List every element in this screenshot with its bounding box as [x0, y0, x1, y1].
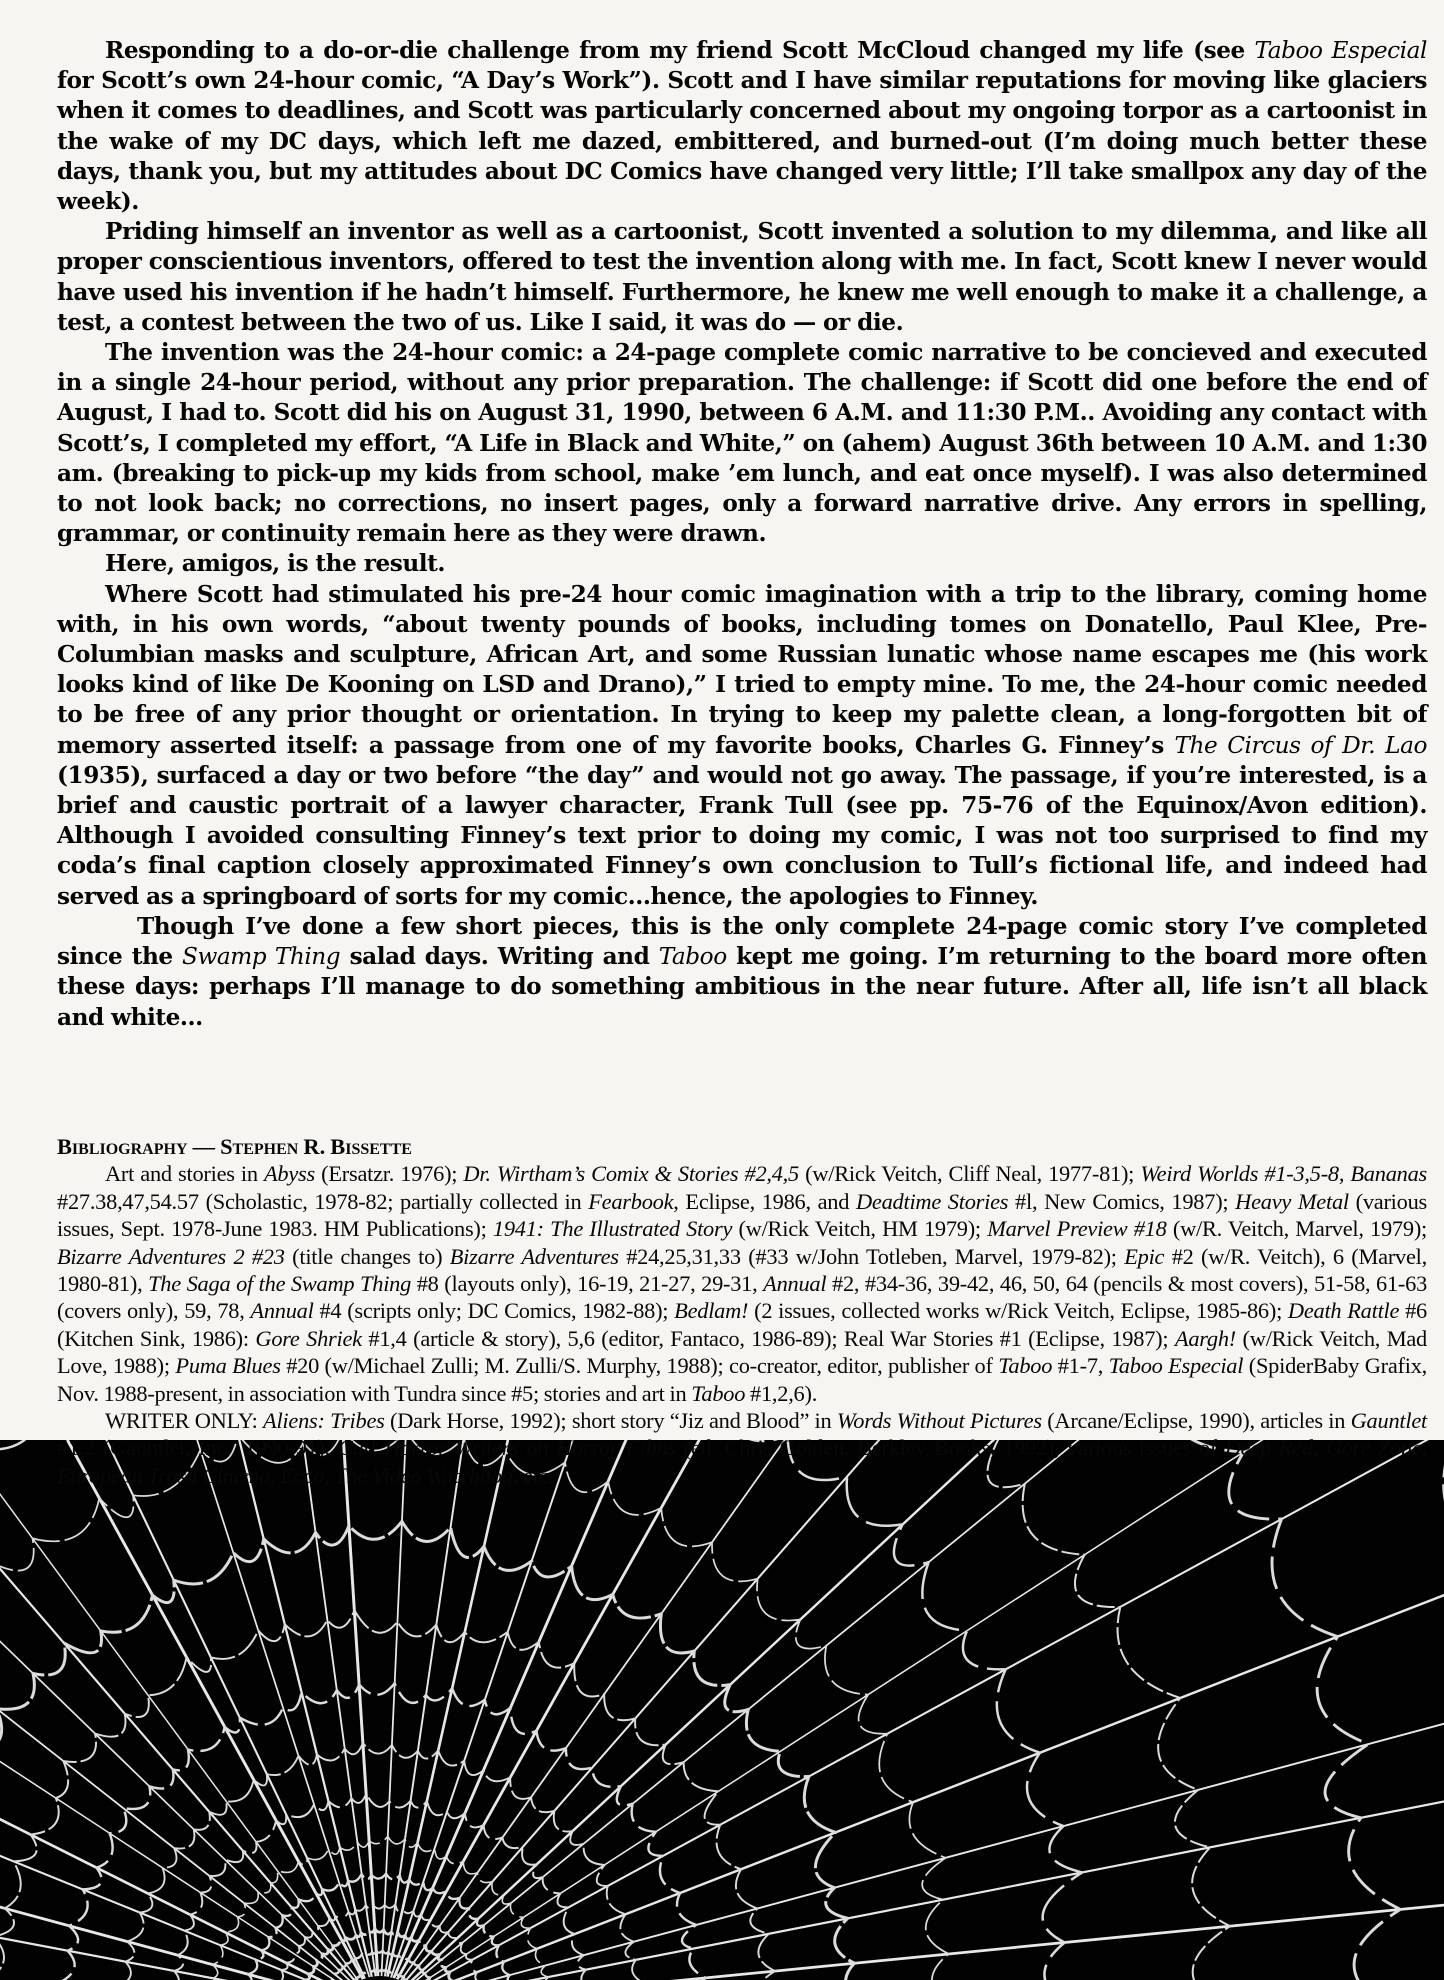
spiderweb-drawing	[0, 1440, 1444, 1980]
web-spoke	[0, 1440, 380, 1980]
web-ring	[0, 1440, 1082, 1980]
essay-paragraph: Though I’ve done a few short pieces, this is the only complete 24-page comic story I’ve completed since the Swamp Thing salad days. Writing and Taboo kept me going. I’m returning to the board more often these days: perhaps I’ll manage to do something ambitious in the near future. After all, life isn’t all black and white...	[57, 912, 1427, 1031]
bibliography-text: (Ersatzr. 1976);	[314, 1161, 464, 1187]
bibliography-title: Bizarre Adventures	[449, 1243, 619, 1269]
bibliography-text: , Eclipse, 1986, and	[673, 1188, 856, 1214]
bibliography-title: Aargh!	[1174, 1325, 1236, 1351]
web-spoke	[0, 1440, 380, 1980]
bibliography-title: Weird Worlds #1-3,5-8, Bananas	[1140, 1161, 1427, 1187]
essay-paragraph: The invention was the 24-hour comic: a 24-page complete comic narrative to be concieved and executed in a single 24-hour period, without any prior preparation. The challenge: if Scott did one before the end of August, I had to. Scott did his on August 31, 1990, between 6 A.M. and 11:30 P.M.. Avoiding any contact with Scott’s, I completed my effort, “A Life in Black and White,” on (ahem) August 36th between 10 A.M. and 1:30 am. (breaking to pick-up my kids from school, make ’em lunch, and eat once myself). I was also determined to not look back; no corrections, no insert pages, only a forward narrative drive. Any errors in spelling, grammar, or continuity remain here as they were drawn.	[57, 339, 1427, 548]
bibliography-title: Puma Blues	[175, 1353, 281, 1379]
web-spoke	[380, 1440, 924, 1980]
bibliography-text: (Dark Horse, 1992); short story “Jiz and Blood” in	[384, 1408, 837, 1434]
title-ref: Swamp Thing	[182, 943, 341, 971]
bibliography-title: Heavy Metal	[1235, 1188, 1349, 1214]
bibliography-text: #8 (layouts only), 16-19, 21-27, 29-31,	[411, 1271, 764, 1297]
bibliography-text: #27.38,47,54.57 (Scholastic, 1978-82; partially collected in	[57, 1188, 589, 1214]
bibliography-text: #1-7,	[1052, 1353, 1109, 1379]
web-spoke	[0, 1440, 380, 1980]
bibliography-title: Bizarre Adventures 2 #23	[57, 1243, 285, 1269]
bibliography-title: Abyss	[263, 1161, 315, 1187]
bibliography-text: (2 issues, collected works w/Rick Veitch, Eclipse, 1985-86);	[748, 1298, 1288, 1324]
web-spoke	[0, 1440, 380, 1980]
bibliography-text: (SpiderBaby Grafix, Nov. 1988-present, in association with Tundra since #5; stories and art in	[57, 1353, 1427, 1406]
web-spoke	[380, 1440, 1444, 1980]
title-ref: Taboo	[658, 943, 727, 971]
bibliography-title: Dr. Wirtham’s Comix & Stories #2,4,5	[463, 1161, 799, 1187]
bibliography-art-entries	[57, 1160, 1427, 1407]
bibliography-title: Epic	[1124, 1243, 1165, 1269]
web-spoke	[380, 1440, 1444, 1980]
web-ring	[0, 1610, 775, 1980]
bibliography-text: (w/Rick Veitch, HM 1979);	[732, 1216, 988, 1242]
bibliography-text: #l, New Comics, 1987);	[1008, 1188, 1236, 1214]
essay-body	[57, 36, 1427, 1033]
web-spoke	[0, 1440, 380, 1980]
bibliography-text: #2 (w/R. Veitch), 6 (Marvel, 1980-81),	[57, 1243, 1427, 1297]
bibliography-title: Bedlam!	[674, 1298, 749, 1324]
web-spoke	[0, 1693, 380, 1980]
bibliography-title: 1941: The Illustrated Story	[492, 1216, 733, 1242]
web-spoke	[380, 1440, 1444, 1980]
essay-paragraph: Responding to a do-or-die challenge from my friend Scott McCloud changed my life (see Taboo Especial for Scott’s own 24-hour comic, “A Day’s Work”). Scott and I have similar reputations for moving like glaciers when it comes to deadlines, and Scott was particularly concerned about my ongoing torpor as a cartoonist in the wake of my DC days, which left me dazed, embittered, and burned-out (I’m doing much better these days, thank you, but my attitudes about DC Comics have changed very little; I’ll take smallpox any day of the week).	[57, 37, 1427, 216]
bibliography-title: Deadtime Stories	[855, 1188, 1009, 1214]
bibliography-title: Gore Shriek	[255, 1325, 362, 1351]
bibliography-text: (w/R. Veitch, Marvel, 1979);	[1166, 1216, 1427, 1242]
bibliography-title: Taboo	[691, 1380, 746, 1406]
bibliography-section	[57, 1133, 1427, 1489]
bibliography-text: #1,4 (article & story), 5,6 (editor, Fantaco, 1986-89); Real War Stories #1 (Eclipse, 1987);	[361, 1325, 1175, 1351]
bibliography-heading: Bibliography — Stephen R. Bissette	[57, 1134, 412, 1159]
web-spoke	[0, 1440, 380, 1980]
essay-paragraph: Where Scott had stimulated his pre-24 hour comic imagination with a trip to the library, coming home with, in his own words, “about twenty pounds of books, including tomes on Donatello, Paul Klee, Pre-Columbian masks and sculpture, African Art, and some Russian lunatic whose name escapes me (his work looks kind of like De Kooning on LSD and Drano),” I tried to empty mine. To me, the 24-hour comic needed to be free of any prior thought or orientation. In trying to keep my palette clean, a long-forgotten bit of memory asserted itself: a passage from one of my favorite books, Charles G. Finney’s The Circus of Dr. Lao (1935), surfaced a day or two before “the day” and would not go away. The passage, if you’re interested, is a brief and caustic portrait of a lawyer character, Frank Tull (see pp. 75-76 of the Equinox/Avon edition). Although I avoided consulting Finney’s text prior to doing my comic, I was not too surprised to find my coda’s final caption closely approximated Finney’s own conclusion to Tull’s fictional life, and indeed had served as a springboard of sorts for my comic...hence, the apologies to Finney.	[57, 580, 1427, 910]
bibliography-text: (ed. Chris Golden, Berkley Books, 1992), various issues of	[675, 1435, 1225, 1461]
bibliography-title: Cut! Horror Writers on Horror Films	[337, 1435, 676, 1461]
web-ring	[0, 1440, 1230, 1980]
bibliography-text: (w/Rick Veitch, Mad Love, 1988);	[57, 1325, 1428, 1379]
bibliography-title: Death Rattle	[1287, 1298, 1400, 1324]
bibliography-writer-entries	[57, 1407, 1427, 1489]
essay-paragraph: Here, amigos, is the result.	[105, 550, 446, 578]
spiderweb-illustration	[0, 1440, 1444, 1980]
bibliography-title: Annual	[250, 1298, 314, 1324]
bibliography-text: (w/Rick Veitch, Cliff Neal, 1977-81);	[798, 1161, 1141, 1187]
web-spoke	[380, 1440, 1444, 1980]
bibliography-text: #24,25,31,33 (#33 w/John Totleben, Marvel, 1979-82);	[618, 1243, 1125, 1269]
web-spoke	[0, 1440, 380, 1980]
web-spoke	[380, 1440, 1364, 1980]
web-spoke	[380, 1568, 1444, 1980]
bibliography-title: Marvel Preview #18	[987, 1216, 1167, 1242]
title-ref: The Circus of Dr. Lao	[1174, 731, 1427, 759]
bibliography-text: (title changes to)	[284, 1243, 450, 1269]
web-spoke	[380, 1843, 1444, 1980]
web-spoke	[0, 1440, 380, 1980]
bibliography-title: Taboo	[998, 1353, 1053, 1379]
bibliography-text: #20 (w/Michael Zulli; M. Zulli/S. Murphy, 1988); co-creator, editor, publisher of	[280, 1353, 999, 1379]
bibliography-text: (Arcane/Eclipse, 1990), articles in	[1041, 1408, 1351, 1434]
web-spoke	[271, 1440, 380, 1980]
essay-paragraph: Priding himself an inventor as well as a cartoonist, Scott invented a solution to my dilemma, and like all proper conscientious inventors, offered to test the invention along with me. In fact, Scott knew I never would have used his invention if he hadn’t himself. Furthermore, he knew me well enough to make it a challenge, a test, a contest between the two of us. Like I said, it was do — or die.	[57, 218, 1427, 336]
web-ring	[243, 1874, 516, 1980]
bibliography-title: Annual	[763, 1271, 827, 1297]
web-spoke	[0, 1440, 380, 1980]
web-spoke	[380, 1440, 1444, 1980]
bibliography-text: (various issues, Sept. 1978-June 1983. HM Publications);	[57, 1188, 1428, 1242]
bibliography-text: #6 (Kitchen Sink, 1986):	[57, 1298, 1427, 1351]
web-spoke	[0, 1440, 380, 1980]
bibliography-text: , etc.	[512, 1462, 554, 1488]
bibliography-text: #2, #34-36, 39-42, 46, 50, 64 (pencils & most covers), 51-58, 61-63 (covers only), 59, 78,	[57, 1271, 1428, 1324]
web-ring	[0, 1521, 866, 1980]
bibliography-title: Gauntlet	[1350, 1408, 1427, 1434]
bibliography-text: WRITER ONLY:	[105, 1408, 264, 1434]
web-spoke	[0, 1440, 380, 1980]
bibliography-title: Deep Red, Gore Zone, European Trash Cinema, Ecco, The Video Watchdog	[57, 1435, 1427, 1488]
bibliography-title: Words Without Pictures	[836, 1408, 1042, 1434]
web-spoke	[380, 1440, 1444, 1980]
bibliography-title: Aliens: Tribes	[263, 1408, 385, 1434]
web-spoke	[380, 1440, 752, 1980]
bibliography-text: #1,2 (Gauntlet, Inc., 1990-91),	[57, 1435, 338, 1461]
title-ref: Taboo Especial	[1254, 37, 1427, 64]
bibliography-title: Taboo Especial	[1108, 1353, 1244, 1379]
bibliography-text: #1,2,6).	[745, 1380, 818, 1406]
bibliography-text: #4 (scripts only; DC Comics, 1982-88);	[313, 1298, 675, 1324]
bibliography-text: Art and stories in	[105, 1161, 264, 1187]
bibliography-title: The Saga of the Swamp Thing	[148, 1271, 412, 1297]
bibliography-title: Fearbook	[588, 1188, 674, 1214]
